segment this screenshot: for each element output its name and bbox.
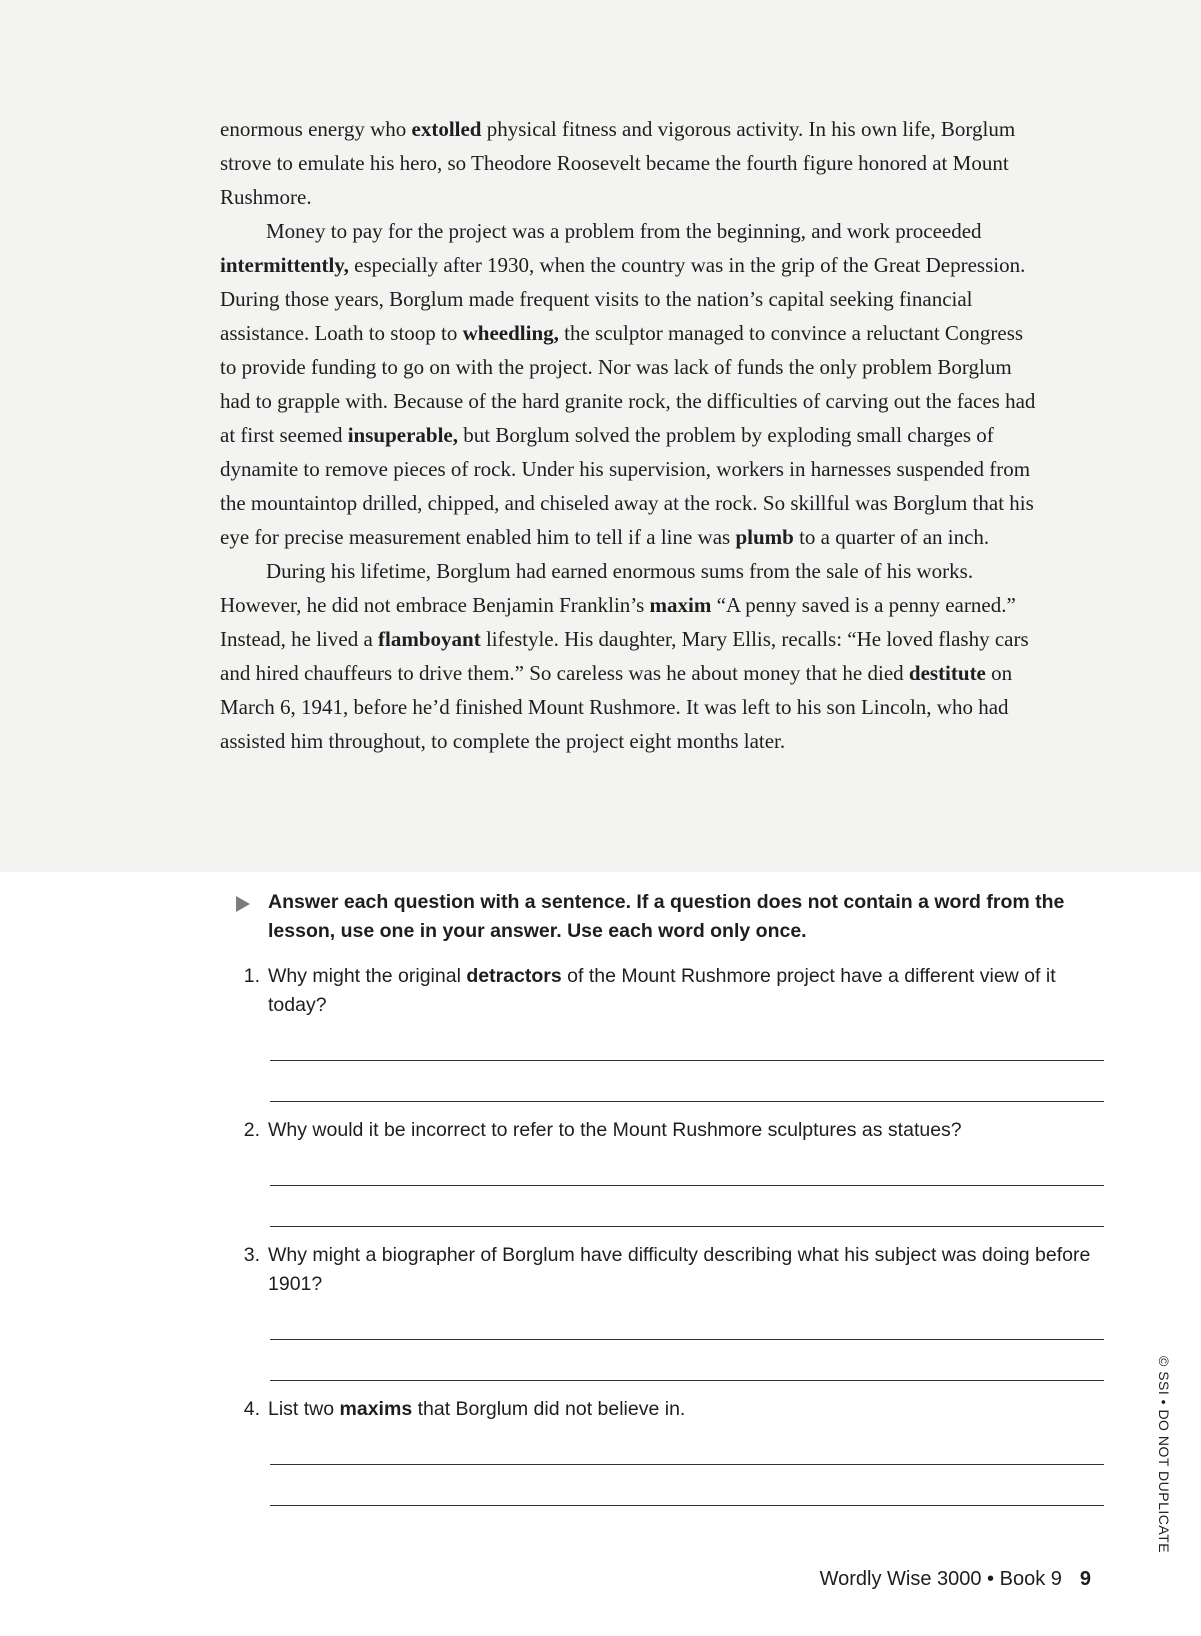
answer-line[interactable] [270, 1060, 1104, 1061]
vocab-word-intermittently: intermittently, [220, 253, 349, 277]
instructions: Answer each question with a sentence. If a question does not contain a word from the lesson, use one in your answer. Use each word only once. [230, 888, 1110, 946]
answer-line[interactable] [270, 1464, 1104, 1465]
vocab-word-flamboyant: flamboyant [378, 627, 481, 651]
vocab-word-detractors: detractors [466, 965, 562, 987]
book-title: Wordly Wise 3000 • Book 9 [819, 1568, 1062, 1590]
question-3: 3. Why might a biographer of Borglum have difficulty describing what his subject was doing before 1901? [243, 1244, 1091, 1295]
answer-line[interactable] [270, 1505, 1104, 1506]
vocab-word-plumb: plumb [735, 525, 794, 549]
page-footer [820, 1568, 1091, 1591]
copyright-notice: © SSI • DO NOT DUPLICATE [1156, 1356, 1172, 1554]
paragraph-2: Money to pay for the project was a problem from the beginning, and work proceeded intermittently, especially after 1930, when the country was in the grip of the Great Depression. During those years, Borglum made frequent visits to the nation’s capital seeking financial assistance. Loath to stoop to wheedling, the sculptor managed to convince a reluctant Congress to provide funding to go on with the project. Nor was lack of funds the only problem Borglum had to grapple with. Because of the hard granite rock, the difficulties of carving out the faces had at first seemed insuperable, but Borglum solved the problem by exploding small charges of dynamite to remove pieces of rock. Under his supervision, workers in harnesses suspended from the mountaintop drilled, chipped, and chiseled away at the rock. So skillful was Borglum that his eye for precise measurement enabled him to tell if a line was plumb to a quarter of an inch. [220, 219, 1036, 549]
triangle-arrow-icon [236, 896, 250, 912]
vocab-word-maxim: maxim [649, 593, 712, 617]
answer-line[interactable] [270, 1226, 1104, 1227]
vocab-word-extolled: extolled [411, 117, 482, 141]
question-1: 1. Why might the original detractors of the Mount Rushmore project have a different view of it today? [243, 965, 1056, 1016]
question-2: 2. Why would it be incorrect to refer to the Mount Rushmore sculptures as statues? [243, 1119, 962, 1141]
paragraph-3: During his lifetime, Borglum had earned enormous sums from the sale of his works. However, he did not embrace Benjamin Franklin’s maxim “A penny saved is a penny earned.” Instead, he lived a flamboyant lifestyle. His daughter, Mary Ellis, recalls: “He loved flashy cars and hired chauffeurs to drive them.” So careless was he about money that he died destitute on March 6, 1941, before he’d finished Mount Rushmore. It was left to his son Lincoln, who had assisted him throughout, to complete the project eight months later. [220, 559, 1029, 753]
vocab-word-wheedling: wheedling, [462, 321, 559, 345]
answer-line[interactable] [270, 1185, 1104, 1186]
questions-section [230, 888, 1110, 1506]
vocab-word-maxims: maxims [339, 1398, 413, 1420]
page-number: 9 [1079, 1568, 1091, 1590]
question-4: 4. List two maxims that Borglum did not believe in. [243, 1398, 686, 1420]
answer-line[interactable] [270, 1339, 1104, 1340]
vocab-word-destitute: destitute [908, 661, 986, 685]
vocab-word-insuperable: insuperable, [347, 423, 458, 447]
reading-passage [220, 112, 1040, 758]
paragraph-1: enormous energy who extolled physical fitness and vigorous activity. In his own life, Borglum strove to emulate his hero, so Theodore Roosevelt became the fourth figure honored at Mount Rushmore. [220, 117, 1016, 209]
answer-line[interactable] [270, 1380, 1104, 1381]
answer-line[interactable] [270, 1101, 1104, 1102]
